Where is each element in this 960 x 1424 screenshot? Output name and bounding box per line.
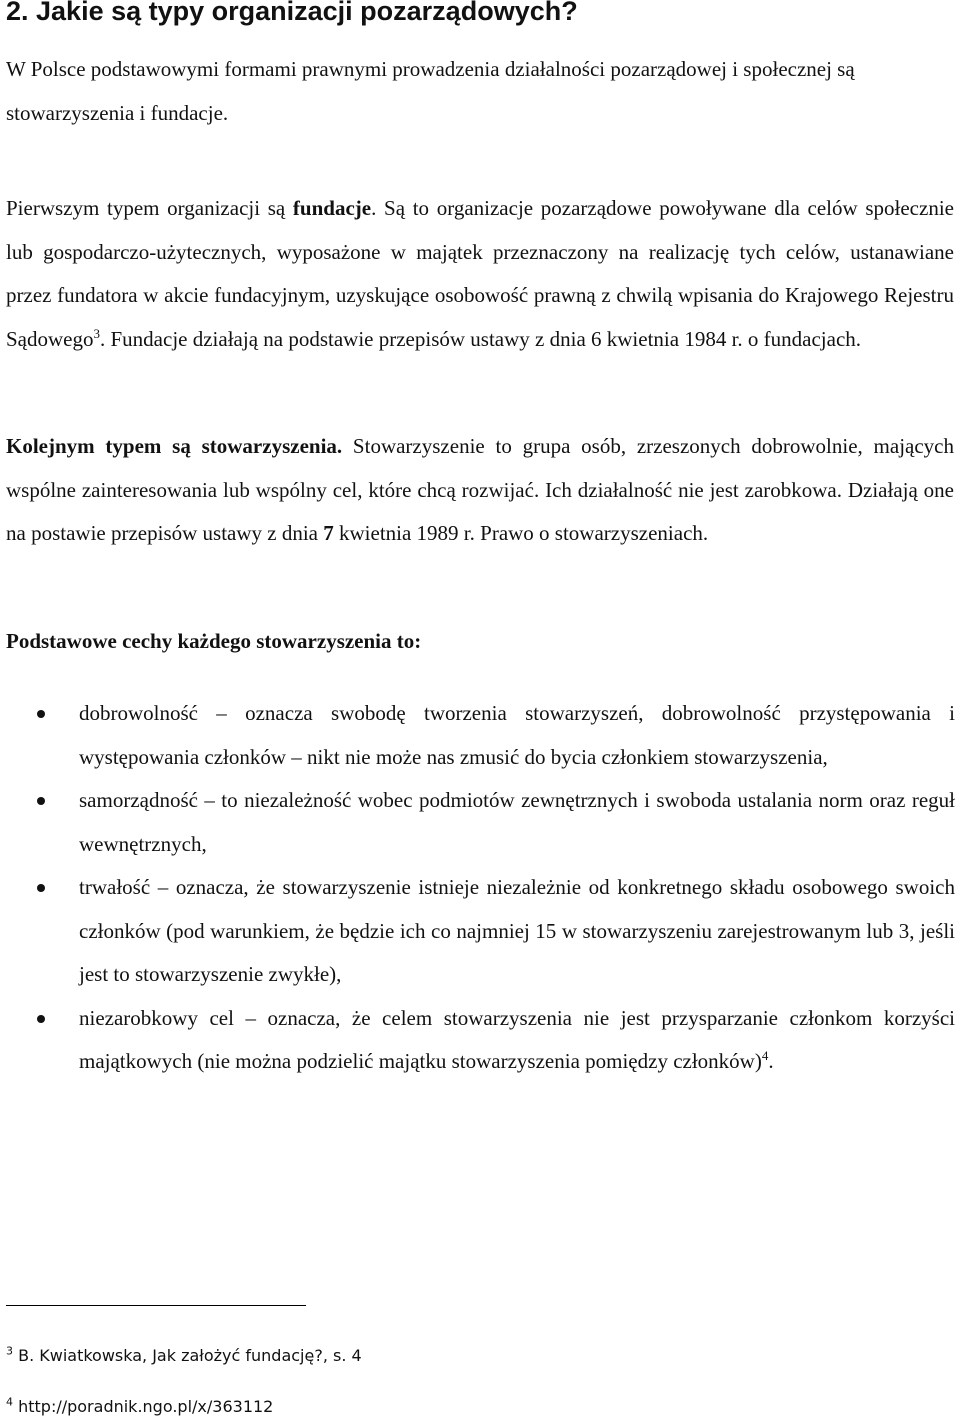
bullet-icon bbox=[37, 1015, 45, 1023]
footnote-4 bbox=[6, 1397, 273, 1416]
bullet-icon bbox=[37, 884, 45, 892]
fundacje-lead: Pierwszym typem organizacji są bbox=[6, 196, 293, 220]
list-item-text: dobrowolność – oznacza swobodę tworzenia stowarzyszeń, dobrowolność przystępowania i występowania członków – nikt nie może nas zmusić do bycia członkiem stowarzyszenia, bbox=[79, 701, 955, 769]
footnote-ref-3[interactable]: 3 bbox=[93, 325, 100, 341]
footnote-ref-4[interactable]: 4 bbox=[761, 1048, 769, 1063]
stowarzyszenia-term: Kolejnym typem są stowarzyszenia. bbox=[6, 434, 343, 458]
stowarzyszenia-day: 7 bbox=[323, 521, 334, 545]
features-list bbox=[0, 692, 960, 1084]
fundacje-term: fundacje bbox=[292, 196, 372, 220]
section-heading: 2. Jakie są typy organizacji pozarządowych? bbox=[6, 0, 578, 26]
stowarzyszenia-paragraph bbox=[6, 425, 954, 556]
list-item bbox=[0, 866, 955, 997]
fundacje-tail: . Fundacje działają na podstawie przepisów ustawy z dnia 6 kwietnia 1984 r. o fundacjach. bbox=[100, 326, 862, 351]
list-item bbox=[0, 997, 955, 1084]
fundacje-text: . Są to organizacje pozarządowe powoływane dla celów społecznie lub gospodarczo-użytecznych, wyposażone w majątek przeznaczony na realizację tych celów, ustanawiane przez fundatora w akcie fundacyjnym, uzyskujące osobowość prawną z chwilą wpisania do Krajowego Rejestru Sądowego bbox=[6, 196, 954, 351]
list-item-text: niezarobkowy cel – oznacza, że celem stowarzyszenia nie jest przysparzanie członkom korzyści majątkowych (nie można podzielić majątku stowarzyszenia pomiędzy członków) bbox=[79, 1005, 955, 1073]
fundacje-paragraph bbox=[6, 187, 954, 361]
footnote-link[interactable]: http://poradnik.ngo.pl/x/363112 bbox=[18, 1397, 274, 1416]
stowarzyszenia-text: Stowarzyszenie to grupa osób, zrzeszonych dobrowolnie, mających wspólne zainteresowania lub wspólny cel, które chcą rozwijać. Ich działalność nie jest zarobkowa. Działają one na postawie przepisów ustawy z dnia bbox=[6, 434, 954, 545]
footnote-number: 3 bbox=[6, 1344, 13, 1358]
list-item-text: samorządność – to niezależność wobec podmiotów zewnętrznych i swoboda ustalania norm oraz reguł wewnętrznych, bbox=[79, 788, 955, 856]
stowarzyszenia-tail: kwietnia 1989 r. Prawo o stowarzyszeniach. bbox=[333, 521, 709, 545]
bullet-icon bbox=[37, 710, 45, 718]
list-item bbox=[0, 779, 955, 866]
list-item-text: trwałość – oznacza, że stowarzyszenie istnieje niezależnie od konkretnego składu osobowego swoich członków (pod warunkiem, że będzie ich co najmniej 15 w stowarzyszeniu zarejestrowanym lub 3, jeśli jest to stowarzyszenie zwykłe), bbox=[79, 875, 955, 986]
footnote-divider bbox=[6, 1305, 306, 1306]
features-heading-text: Podstawowe cechy każdego stowarzyszenia to: bbox=[6, 629, 422, 653]
features-heading bbox=[6, 620, 954, 664]
list-item bbox=[0, 692, 955, 779]
footnote-text: B. Kwiatkowska, Jak założyć fundację?, s. 4 bbox=[18, 1346, 362, 1365]
intro-text: W Polsce podstawowymi formami prawnymi prowadzenia działalności pozarządowej i społecznej są stowarzyszenia i fundacje. bbox=[6, 57, 855, 125]
bullet-icon bbox=[37, 797, 45, 805]
list-item-tail: . bbox=[768, 1049, 774, 1073]
intro-paragraph bbox=[6, 48, 954, 135]
footnote-3 bbox=[6, 1346, 362, 1365]
footnote-number: 4 bbox=[6, 1395, 13, 1409]
